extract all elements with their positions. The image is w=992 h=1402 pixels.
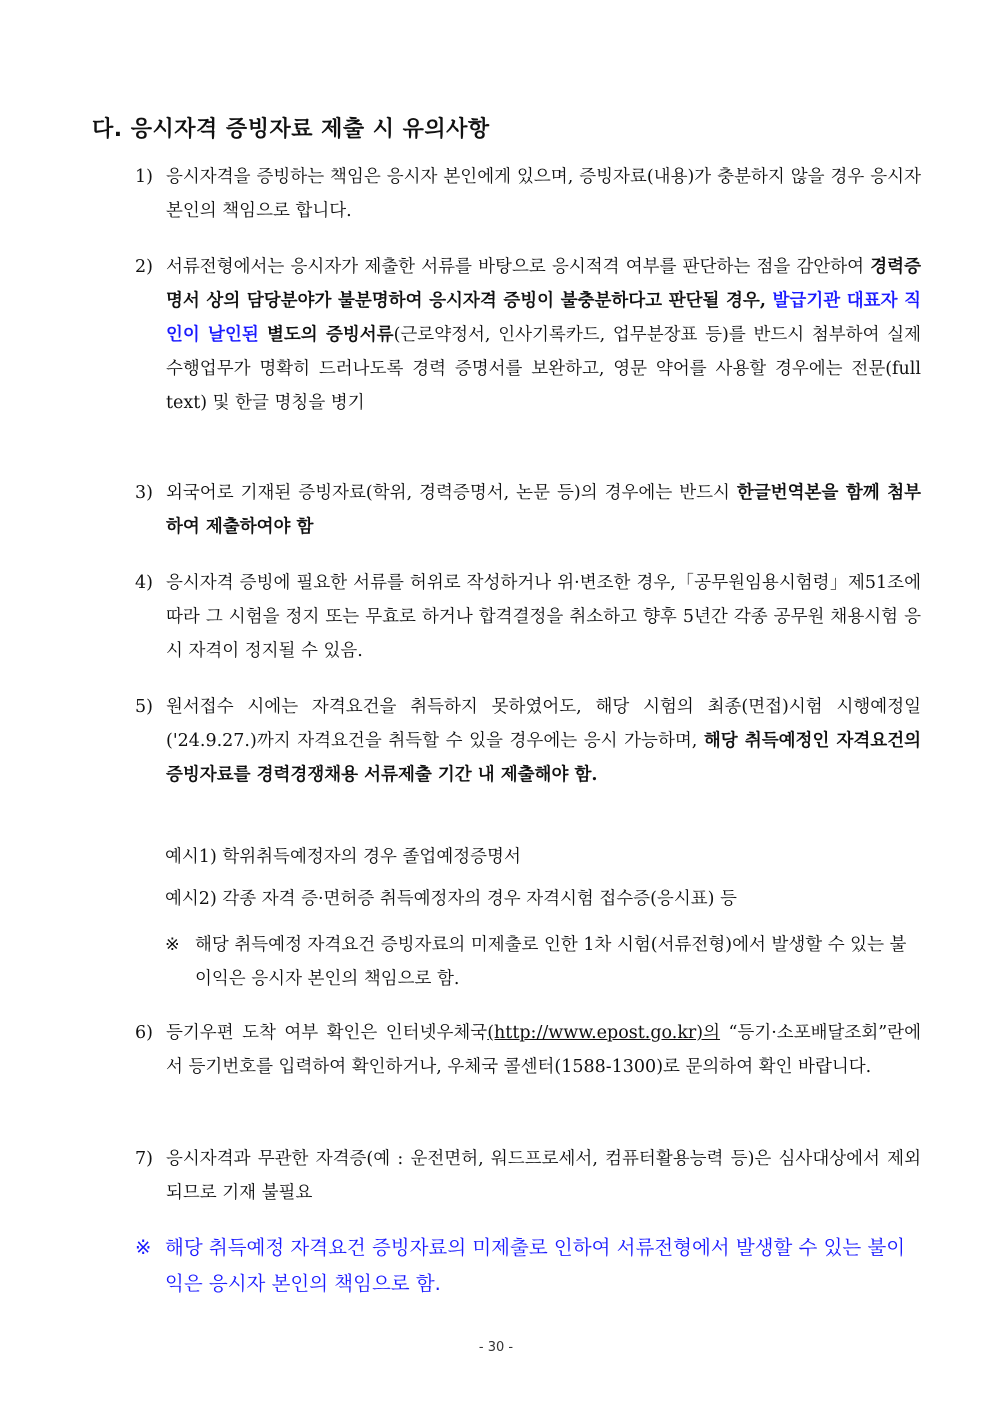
item-text-plain-2: (근로약정서, 인사기록카드, 업무분장표 등)를 반드시 첨부하여 실제 수행업무가 명확히 드러나도록 경력 증명서를 보완하고, 영문 약어를 사용할 경우에는 전문(full text) 및 한글 명칭을 병기 <box>166 325 922 413</box>
item-number: 7) <box>135 1149 153 1169</box>
list-item-7 <box>135 1142 921 1210</box>
item-number: 2) <box>135 257 153 277</box>
item-text: 응시자격을 증빙하는 책임은 응시자 본인에게 있으며, 증빙자료(내용)가 충분하지 않을 경우 응시자 본인의 책임으로 합니다. <box>166 167 921 221</box>
page-number: - 30 - <box>478 1340 514 1355</box>
item-text <box>166 250 921 420</box>
final-note <box>135 1230 921 1302</box>
item-text-blue-bold: 발급기관 대표자 직인이 날인된 <box>166 291 921 345</box>
item-number: 5) <box>135 697 153 717</box>
item-number: 3) <box>135 483 153 503</box>
item-text-bold: 해당 취득예정인 자격요건의 증빙자료를 경력경쟁채용 서류제출 기간 내 제출해야 함. <box>166 731 922 785</box>
item-text-bold: 경력증명서 상의 담당분야가 불분명하여 응시자격 증빙이 불충분하다고 판단될 경우, <box>166 257 921 311</box>
list-item-6 <box>135 1016 921 1084</box>
item-text <box>166 476 921 544</box>
item-text-plain: 외국어로 기재된 증빙자료(학위, 경력증명서, 논문 등)의 경우에는 반드시 <box>166 483 737 503</box>
list-item-1 <box>135 160 921 228</box>
item-number: 1) <box>135 167 153 187</box>
item-number: 4) <box>135 573 153 593</box>
list-item-4 <box>135 566 921 668</box>
note-text: 해당 취득예정 자격요건 증빙자료의 미제출로 인한 1차 시험(서류전형)에서 발생할 수 있는 불이익은 응시자 본인의 책임으로 함. <box>195 935 907 989</box>
item-text-bold: 한글번역본을 함께 첨부하여 제출하여야 함 <box>166 483 922 537</box>
item-text-plain: 서류전형에서는 응시자가 제출한 서류를 바탕으로 응시적격 여부를 판단하는 점을 감안하여 <box>166 257 871 277</box>
section-heading: 다. 응시자격 증빙자료 제출 시 유의사항 <box>92 117 490 142</box>
example-1: 예시1) 학위취득예정자의 경우 졸업예정증명서 <box>165 847 521 867</box>
reference-mark: ※ <box>135 1236 152 1259</box>
item-text-plain-2: “등기·소포배달조회”란에서 등기번호를 입력하여 확인하거나, 우체국 콜센터(1588-1300)로 문의하여 확인 바랍니다. <box>166 1023 921 1077</box>
item-number: 6) <box>135 1023 153 1043</box>
item-5-note <box>165 928 921 996</box>
epost-link[interactable]: (http://www.epost.go.kr)의 <box>487 1023 721 1043</box>
item-text: 응시자격 증빙에 필요한 서류를 허위로 작성하거나 위·변조한 경우,「공무원임용시험령」제51조에 따라 그 시험을 정지 또는 무효로 하거나 합격결정을 취소하고 향후 5년간 각종 공무원 채용시험 응시 자격이 정지될 수 있음. <box>166 573 921 661</box>
item-text: 응시자격과 무관한 자격증(예 : 운전면허, 워드프로세서, 컴퓨터활용능력 등)은 심사대상에서 제외되므로 기재 불필요 <box>166 1149 921 1203</box>
list-item-3 <box>135 476 921 544</box>
item-text-plain: 등기우편 도착 여부 확인은 인터넷우체국 <box>166 1023 488 1043</box>
reference-mark: ※ <box>165 935 180 955</box>
item-text-bold-2: 별도의 증빙서류 <box>258 325 394 345</box>
list-item-5 <box>135 690 921 792</box>
example-2: 예시2) 각종 자격 증·면허증 취득예정자의 경우 자격시험 접수증(응시표) 등 <box>165 889 737 909</box>
item-text-plain: 원서접수 시에는 자격요건을 취득하지 못하였어도, 해당 시험의 최종(면접)시험 시행예정일('24.9.27.)까지 자격요건을 취득할 수 있을 경우에는 응시 가능하며, <box>166 697 921 751</box>
item-text <box>166 1016 921 1084</box>
final-note-text: 해당 취득예정 자격요건 증빙자료의 미제출로 인하여 서류전형에서 발생할 수 있는 불이익은 응시자 본인의 책임으로 함. <box>165 1236 906 1295</box>
item-text <box>166 690 921 792</box>
list-item-2 <box>135 250 921 420</box>
